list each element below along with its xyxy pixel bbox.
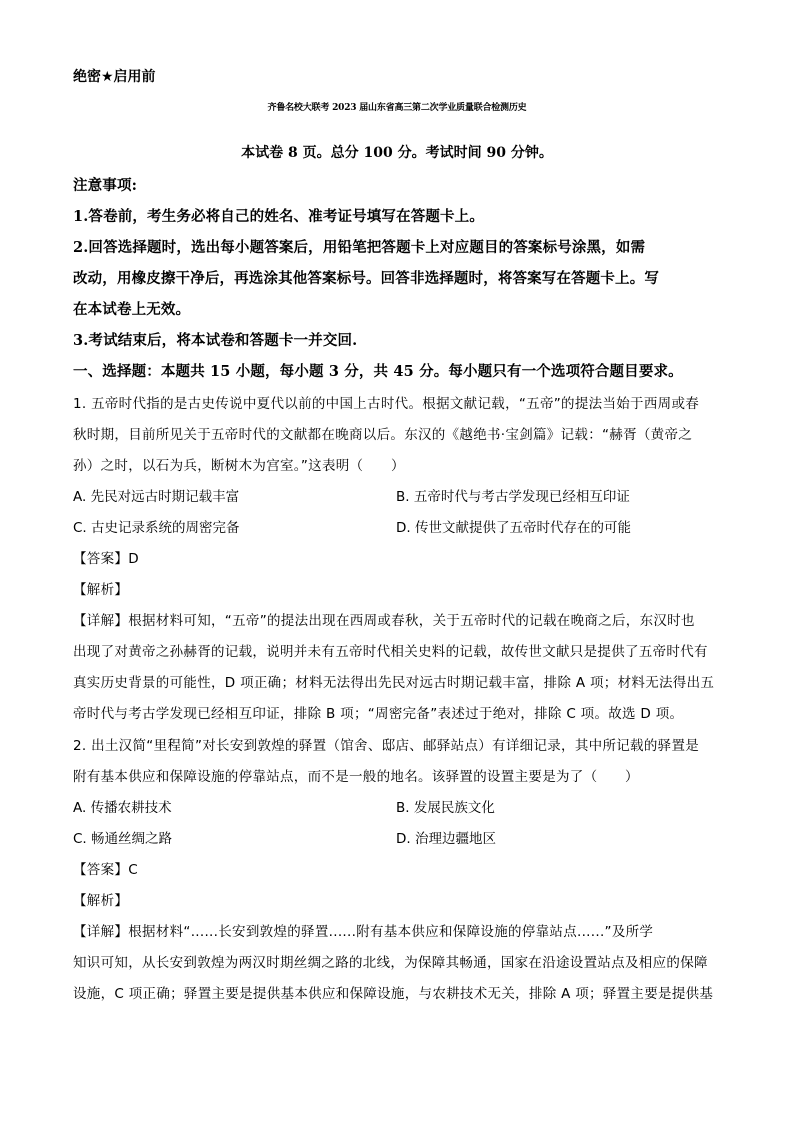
q2-option-a: A. 传播农耕技术: [73, 800, 172, 816]
q2-answer: 【答案】C: [73, 862, 138, 878]
q2-stem-line-2: 附有基本供应和保障设施的停靠站点，而不是一般的地名。该驿置的设置主要是为了（ ）: [73, 769, 639, 785]
q2-detail-line-1: 【详解】根据材料“......长安到敦煌的驿置......附有基本供应和保障设施的停靠站点......”及所学: [73, 924, 654, 940]
q1-stem-line-3: 孙）之时，以石为兵，断树木为宫室。”这表明（ ）: [73, 458, 405, 474]
q1-stem-line-1: 1. 五帝时代指的是古史传说中夏代以前的中国上古时代。根据文献记载，“五帝”的提法当始于西周或春: [73, 396, 700, 412]
q1-analysis-label: 【解析】: [73, 582, 129, 598]
note-item-2-line-1: 2.回答选择题时，选出每小题答案后，用铅笔把答题卡上对应题目的答案标号涂黑，如需: [73, 239, 646, 256]
q1-option-d: D. 传世文献提供了五帝时代存在的可能: [396, 520, 631, 536]
q1-option-c: C. 古史记录系统的周密完备: [73, 520, 240, 536]
section-heading: 一、选择题：本题共 15 小题，每小题 3 分，共 45 分。每小题只有一个选项符合题目要求。: [73, 363, 683, 380]
q1-answer: 【答案】D: [73, 551, 139, 567]
q1-stem-line-2: 秋时期，目前所见关于五帝时代的文献都在晚商以后。东汉的《越绝书·宝剑篇》记载：“赫胥（黄帝之: [73, 427, 693, 443]
exam-subtitle: 本试卷 8 页。总分 100 分。考试时间 90 分钟。: [241, 145, 553, 161]
q1-detail-line-2: 出现了对黄帝之孙赫胥的记载，说明并未有五帝时代相关史料的记载，故传世文献只是提供了五帝时代有: [73, 644, 708, 660]
q1-detail-line-1: 【详解】根据材料可知，“五帝”的提法出现在西周或春秋，关于五帝时代的记载在晚商之后，东汉时也: [73, 613, 695, 629]
note-item-3: 3.考试结束后，将本试卷和答题卡一并交回.: [73, 332, 358, 349]
note-item-1: 1.答卷前，考生务必将自己的姓名、准考证号填写在答题卡上。: [73, 208, 484, 225]
q1-detail-line-4: 帝时代与考古学发现已经相互印证，排除 B 项；“周密完备”表述过于绝对，排除 C 项。故选 D 项。: [73, 706, 684, 722]
q2-detail-line-3: 设施，C 项正确；驿置主要是提供基本供应和保障设施，与农耕技术无关，排除 A 项；驿置主要是提供基: [73, 986, 714, 1002]
notes-heading: 注意事项:: [73, 177, 138, 194]
q2-detail-line-2: 知识可知，从长安到敦煌为两汉时期丝绸之路的北线，为保障其畅通，国家在沿途设置站点及相应的保障: [73, 955, 708, 971]
q1-option-b: B. 五帝时代与考古学发现已经相互印证: [396, 489, 630, 505]
q2-analysis-label: 【解析】: [73, 893, 129, 909]
q2-stem-line-1: 2. 出土汉简“里程简”对长安到敦煌的驿置（馆舍、邸店、邮驿站点）有详细记录，其中所记载的驿置是: [73, 738, 700, 754]
q2-option-c: C. 畅通丝绸之路: [73, 831, 173, 847]
q2-option-d: D. 治理边疆地区: [396, 831, 496, 847]
note-item-2-line-3: 在本试卷上无效。: [73, 301, 191, 318]
q1-option-a: A. 先民对远古时期记载丰富: [73, 489, 240, 505]
exam-title: 齐鲁名校大联考 2023 届山东省高三第二次学业质量联合检测历史: [267, 103, 527, 113]
confidential-label: 绝密★启用前: [73, 69, 156, 85]
note-item-2-line-2: 改动，用橡皮擦干净后，再选涂其他答案标号。回答非选择题时，将答案写在答题卡上。写: [73, 270, 659, 287]
q2-option-b: B. 发展民族文化: [396, 800, 495, 816]
q1-detail-line-3: 真实历史背景的可能性，D 项正确；材料无法得出先民对远古时期记载丰富，排除 A 项；材料无法得出五: [73, 675, 715, 691]
